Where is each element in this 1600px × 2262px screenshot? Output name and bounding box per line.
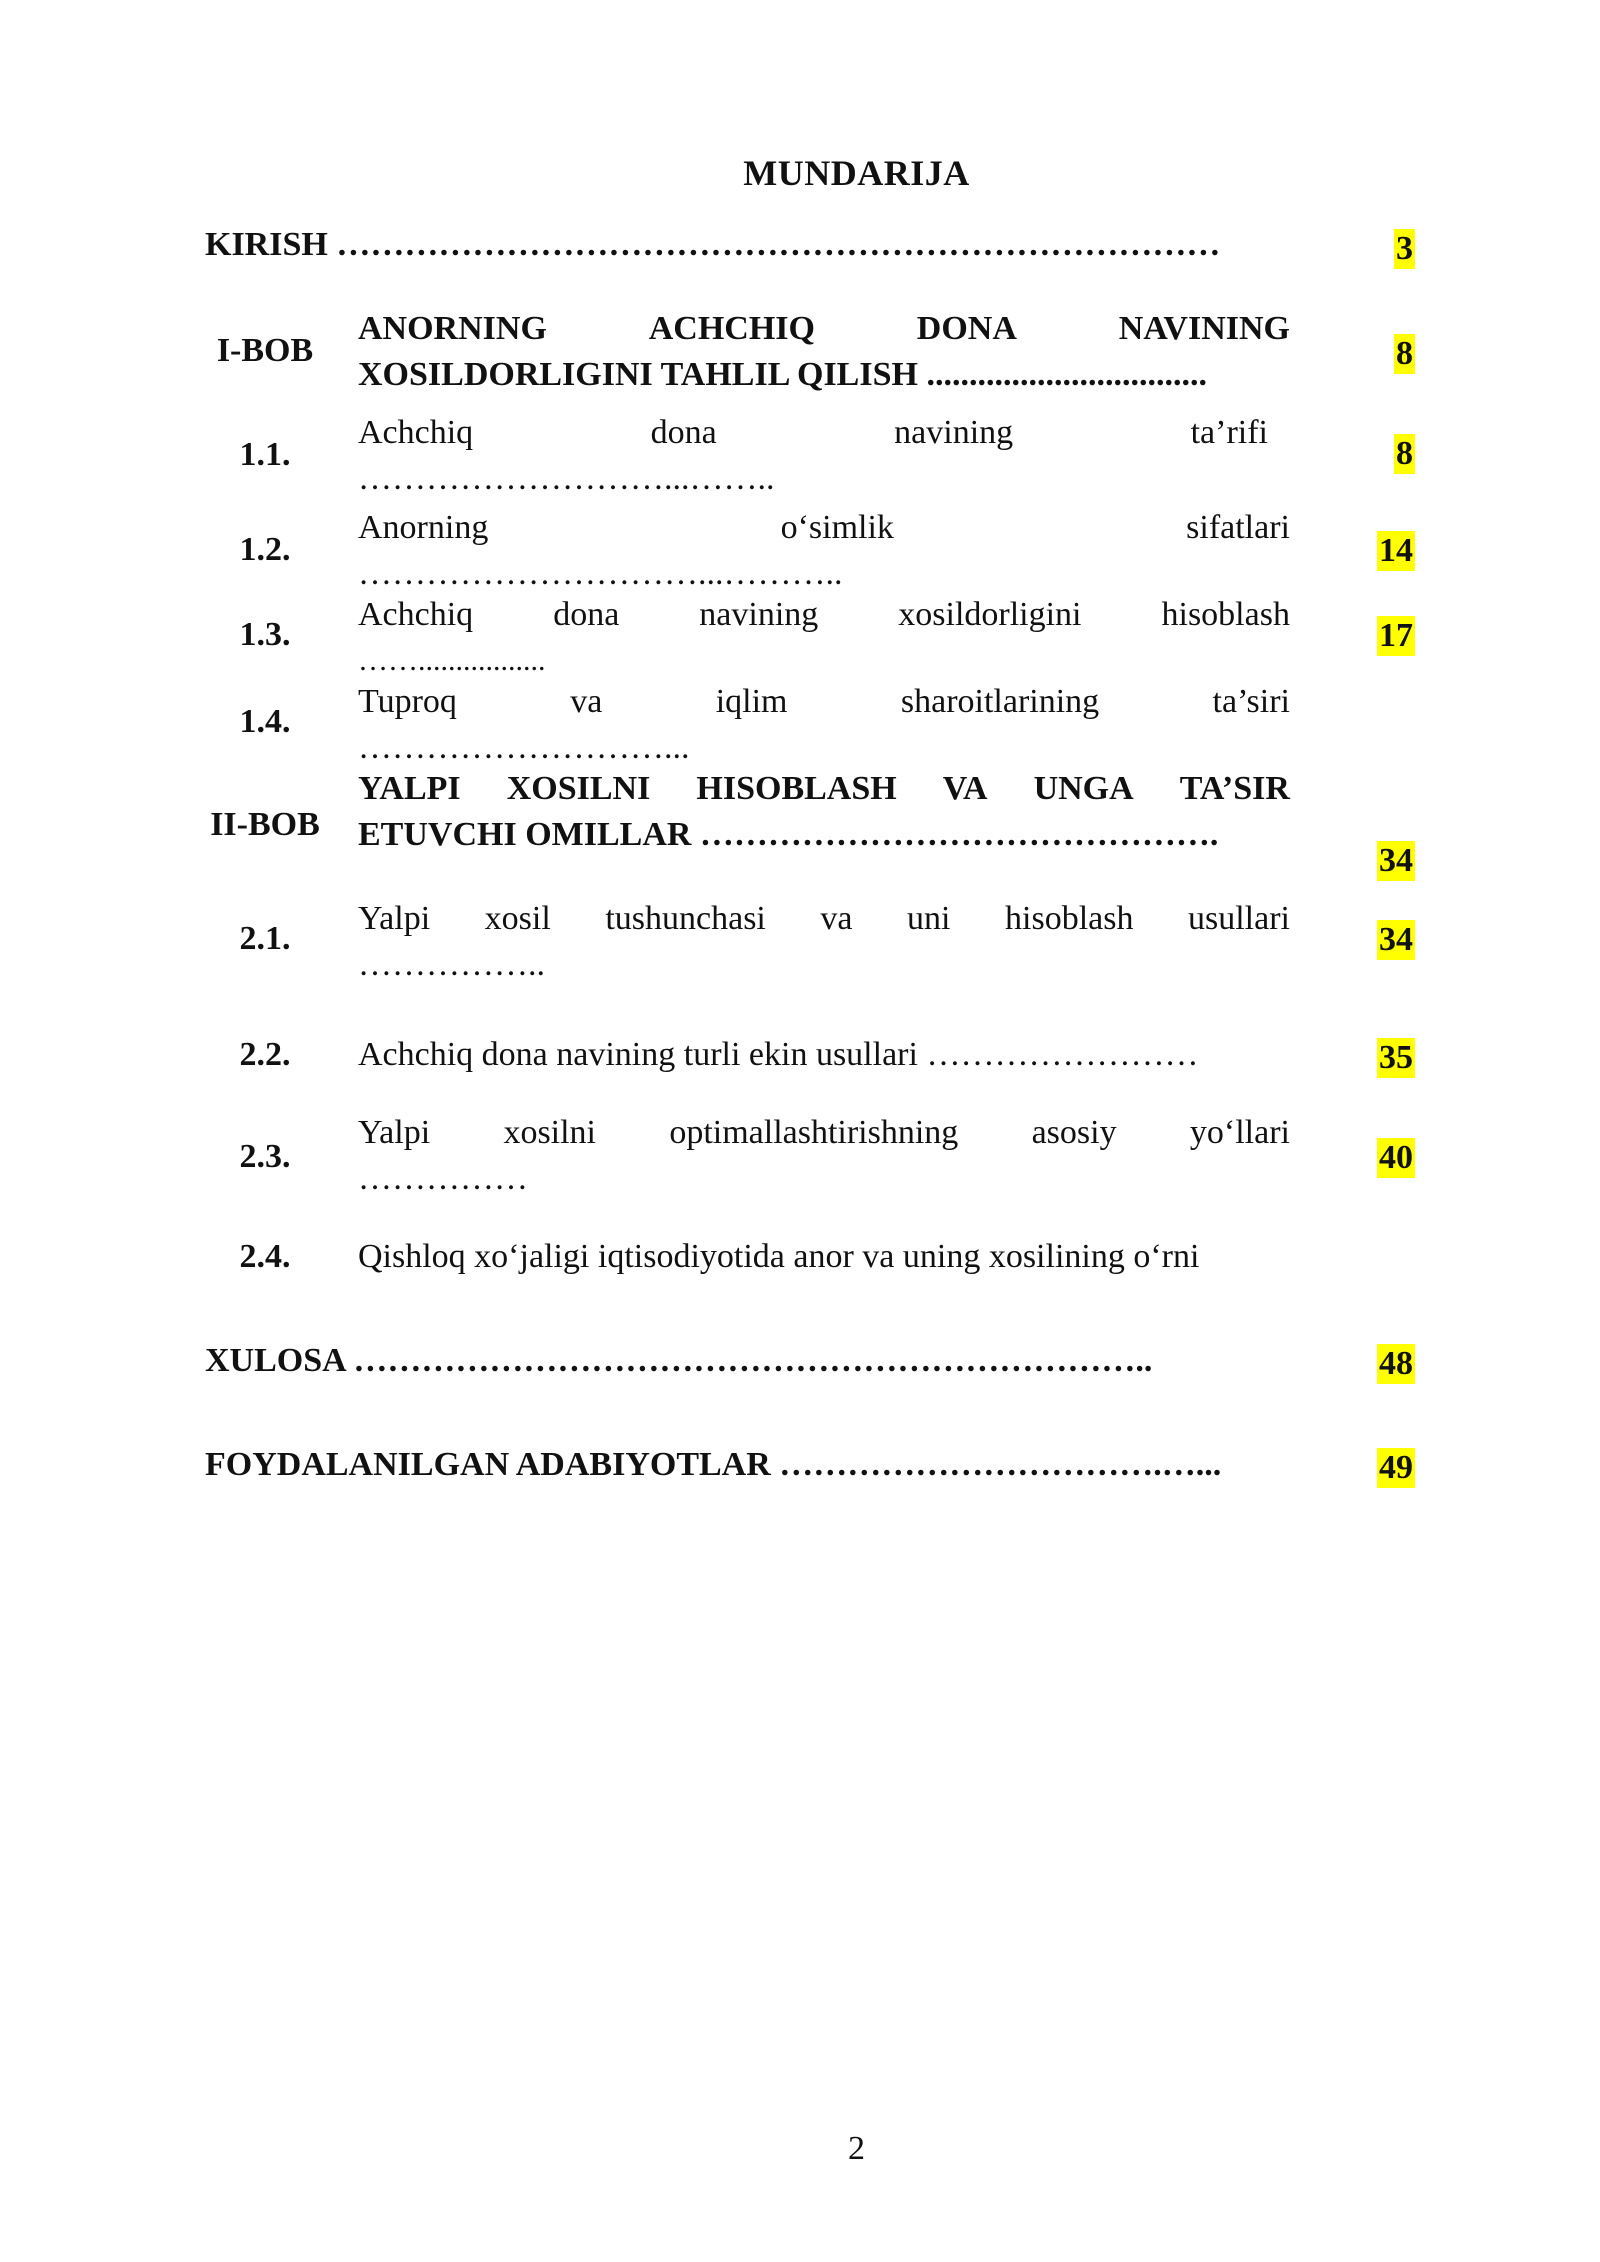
section-title: Anorning o‘simlik sifatlari …………………………...……….. <box>358 509 1290 592</box>
toc-entry-chapter-2 <box>205 766 1415 886</box>
toc-entry-section-2-4 <box>205 1238 1415 1288</box>
page-number-badge: 17 <box>1379 617 1413 654</box>
toc-entry-section-1-2 <box>205 505 1415 595</box>
toc-entry-kirish <box>205 226 1415 276</box>
section-label: 2.2. <box>239 1036 291 1073</box>
page-number-badge: 40 <box>1379 1139 1413 1176</box>
toc-entry-section-2-1 <box>205 896 1415 996</box>
toc-entry-title: KIRISH …………………………………………………………………… <box>205 226 1221 263</box>
page-number-badge: 8 <box>1396 435 1413 472</box>
page-number-badge: 34 <box>1379 842 1413 879</box>
chapter-label: I-BOB <box>216 332 314 369</box>
chapter-title-line-2: ETUVCHI OMILLAR ………………………………………. <box>358 816 1219 853</box>
toc-entry-xulosa <box>205 1342 1415 1392</box>
page-footer-number: 2 <box>848 2130 865 2167</box>
chapter-title-line-2: XOSILDORLIGINI TAHLIL QILISH ................................. <box>358 356 1207 393</box>
section-title: Yalpi xosil tushunchasi va uni hisoblash usullari …………….. <box>358 900 1290 983</box>
section-title: Qishloq xo‘jaligi iqtisodiyotida anor va uning xosilining o‘rni <box>358 1238 1200 1275</box>
page-number-badge: 49 <box>1379 1449 1413 1486</box>
section-label: 2.3. <box>239 1138 291 1175</box>
chapter-title-line-1: YALPI XOSILNI HISOBLASH VA UNGA TA’SIR <box>358 770 1290 807</box>
section-title: Tuproq va iqlim sharoitlarining ta’siri ………………………... <box>358 683 1290 766</box>
chapter-title-line-1: ANORNING ACHCHIQ DONA NAVINING <box>358 310 1290 347</box>
page-number-badge: 3 <box>1396 230 1413 267</box>
toc-entry-section-2-2 <box>205 1036 1415 1086</box>
toc-entry-section-1-1 <box>205 410 1415 505</box>
section-label: 1.4. <box>239 703 291 740</box>
toc-entry-section-1-3 <box>205 592 1415 682</box>
toc-entry-section-1-4 <box>205 679 1415 769</box>
page-number-badge: 48 <box>1379 1345 1413 1382</box>
toc-entry-title: FOYDALANILGAN ADABIYOTLAR …………………………….…... <box>205 1446 1222 1483</box>
chapter-title <box>358 766 1290 858</box>
section-label: 2.4. <box>239 1238 291 1275</box>
toc-entry-section-2-3 <box>205 1110 1415 1205</box>
section-title: Achchiq dona navining ta’rifi ………………………...…….. <box>358 414 1268 497</box>
page-number-badge: 34 <box>1379 921 1413 958</box>
section-title: Achchiq dona navining xosildorligini hisoblash ……................. <box>358 596 1290 677</box>
page-number-badge: 14 <box>1379 532 1413 569</box>
toc-entry-title: XULOSA …………………………………………………………….. <box>205 1342 1153 1379</box>
section-title: Achchiq dona navining turli ekin usullari …………………… <box>358 1036 1199 1073</box>
section-label: 1.2. <box>239 531 291 568</box>
chapter-label: II-BOB <box>210 806 320 843</box>
toc-entry-references <box>205 1446 1415 1496</box>
section-label: 2.1. <box>239 920 291 957</box>
page-number-badge: 8 <box>1396 335 1413 372</box>
page-number-badge: 35 <box>1379 1039 1413 1076</box>
section-label: 1.3. <box>239 616 291 653</box>
chapter-title <box>358 306 1290 398</box>
toc-title: MUNDARIJA <box>743 153 970 193</box>
section-label: 1.1. <box>239 436 291 473</box>
toc-entry-chapter-1 <box>205 306 1415 406</box>
section-title: Yalpi xosilni optimallashtirishning asosiy yo‘llari …………… <box>358 1114 1290 1197</box>
